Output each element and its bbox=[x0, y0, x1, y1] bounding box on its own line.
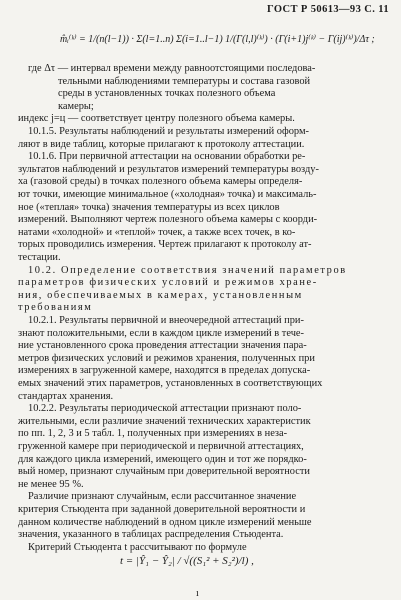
text-line: ния, обеспечиваемых в камерах, установленным bbox=[18, 289, 303, 301]
text-line: значения, указанного в таблицах распределения Стьюдента. bbox=[18, 529, 284, 541]
text-line: среды в установленных точках полезного объема bbox=[58, 88, 276, 100]
text-line: Критерий Стьюдента t рассчитывают по формуле bbox=[28, 541, 247, 553]
text-line: стандартах хранения. bbox=[18, 390, 114, 402]
text-line: торых проводились измерения. Чертеж прилагают к протоколу ат- bbox=[18, 239, 312, 251]
formula-student: t = |Ŷ₁ − Ŷ₂| / √((S₁² + S₂²)/l) , bbox=[120, 555, 254, 567]
text-line: Различие признают случайным, если рассчитанное значение bbox=[28, 491, 297, 503]
text-line: ляют в виде таблиц, которые прилагают к протоколу аттестации. bbox=[18, 138, 305, 150]
text-line: тестации. bbox=[18, 252, 61, 263]
text-line: измерениях в загруженной камере, находятся в пределах допуска- bbox=[18, 365, 311, 377]
text-line: зультатов наблюдений и результатов измерений температуры возду- bbox=[18, 163, 319, 175]
text-line: по пп. 1, 2, 3 и 5 табл. 1, полученных при измерениях в неза- bbox=[18, 428, 288, 440]
text-line: где Δτ — интервал времени между равноотстоящими последова- bbox=[28, 63, 316, 74]
text-line: ют точки, имеющие минимальное («холодная» точка) и максималь- bbox=[18, 189, 317, 200]
text-line: груженной камере при периодической и первичной аттестациях, bbox=[18, 441, 304, 452]
text-line: жительными, если различие значений технических характеристик bbox=[18, 415, 311, 427]
page-header: ГОСТ Р 50613—93 С. 11 bbox=[267, 4, 389, 15]
text-line: 10.2.2. Результаты периодической аттестации признают поло- bbox=[28, 403, 302, 415]
text-line: натами «холодной» и «теплой» точек, а также всех точек, в ко- bbox=[18, 226, 296, 238]
text-line: метров физических условий и режимов хранения, полученных при bbox=[18, 352, 315, 364]
formula-top: m̂ᵢ⁽ᵏ⁾ = 1/(n(l−1)) · Σ(l=1..n) Σ(i=1..l−1) 1/(Γ(l,l)⁽ᵏ⁾) · (Γ(i+1)j⁽ᵏ⁾ − Γ(ij)⁽ᵏ⁾)/Δτ ; bbox=[60, 34, 375, 45]
text-line: не менее 95 %. bbox=[18, 478, 84, 490]
page-mark: ı bbox=[196, 588, 199, 599]
text-line: 10.2.1. Результаты первичной и внеочередной аттестаций при- bbox=[28, 315, 304, 326]
text-line: критерия Стьюдента при заданной доверительной вероятности и bbox=[18, 504, 306, 515]
text-line: 10.1.6. При первичной аттестации на основании обработки ре- bbox=[28, 151, 306, 163]
text-line: данном количестве наблюдений в одном цикле измерений меньше bbox=[18, 516, 312, 528]
text-line: измерений. Выполняют чертеж полезного объема камеры с коорди- bbox=[18, 214, 318, 226]
text-line: тельными наблюдениями температуры и состава газовой bbox=[58, 75, 311, 87]
text-line: индекс j=ц — соответствует центру полезного объема камеры. bbox=[18, 113, 295, 125]
text-line: вый номер, признают случайным при доверительной вероятности bbox=[18, 466, 310, 478]
text-line: знают положительными, если в каждом цикле измерений в тече- bbox=[18, 327, 304, 339]
text-line: емых значений этих параметров, установленных в соответствующих bbox=[18, 378, 323, 389]
text-line: ха (газовой среды) в точках полезного объема камеры определя- bbox=[18, 176, 303, 188]
text-line: требованиям bbox=[18, 302, 93, 314]
text-line: параметров физических условий и режимов хране- bbox=[18, 277, 318, 289]
text-line: ное («теплая» точка) значения температуры из всех циклов bbox=[18, 201, 280, 213]
text-line: 10.1.5. Результаты наблюдений и результаты измерений оформ- bbox=[28, 126, 309, 137]
text-line: 10.2. Определение соответствия значений параметров bbox=[28, 264, 347, 276]
text-line: камеры; bbox=[58, 100, 94, 112]
text-line: ние установленного срока проведения аттестации значения пара- bbox=[18, 340, 307, 352]
text-line: для каждого цикла измерений, имеющего один и тот же порядко- bbox=[18, 453, 307, 465]
